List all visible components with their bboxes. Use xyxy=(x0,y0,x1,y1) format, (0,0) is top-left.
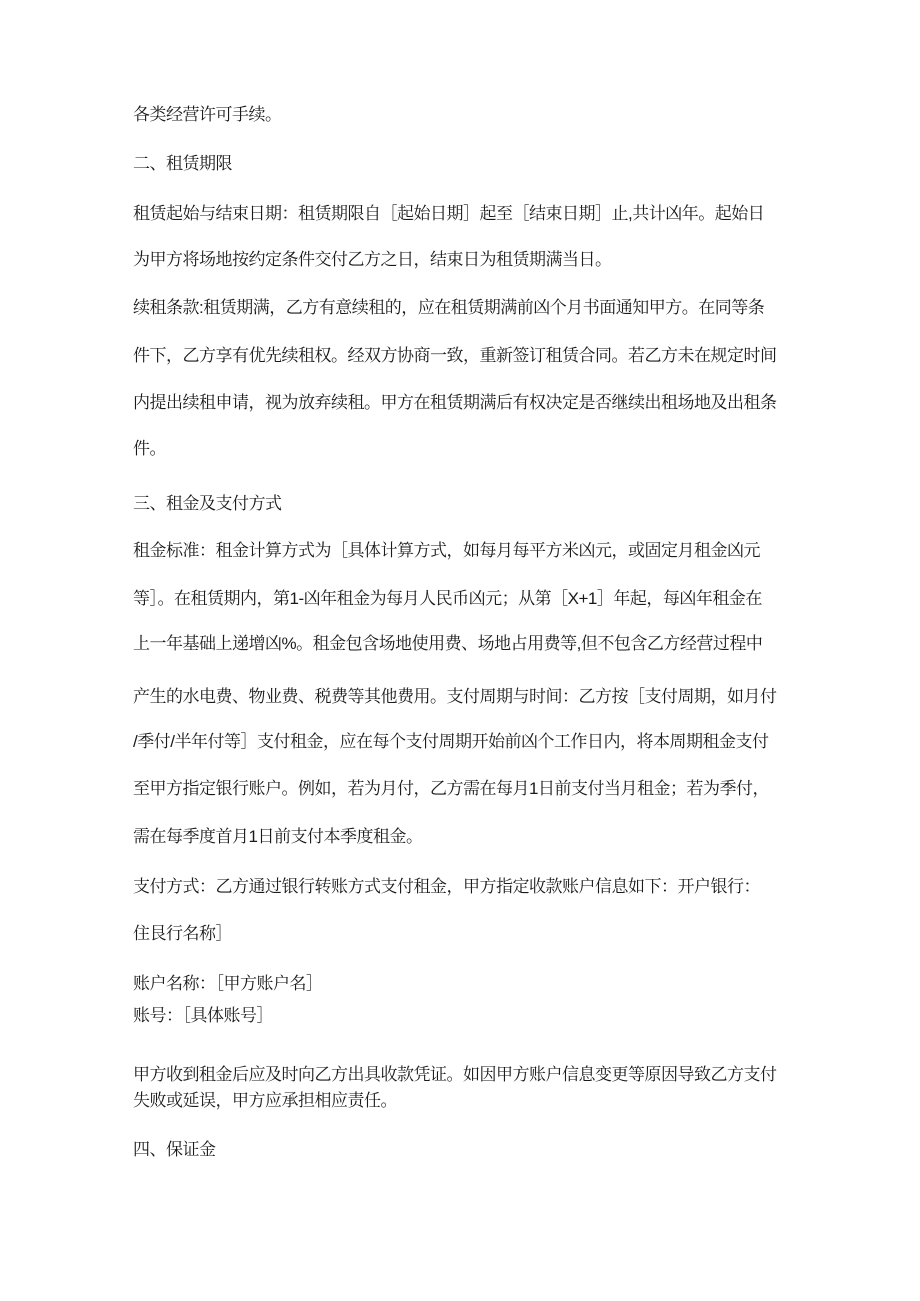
section-heading-deposit: 四、保证金 xyxy=(133,1140,216,1159)
body-line-renewal-1: 续租条款:租赁期满，乙方有意续租的，应在租赁期满前凶个月书面通知甲方。在同等条 xyxy=(133,298,765,317)
body-line-account-number: 账号：［具体账号］ xyxy=(133,1006,273,1025)
body-line-permit-procedures: 各类经营许可手续。 xyxy=(133,105,282,124)
body-line-lease-dates-2: 为甲方将场地按约定条件交付乙方之日，结束日为租赁期满当日。 xyxy=(133,250,612,269)
body-line-rent-standard-5: /季付/半年付等］支付租金，应在每个支付周期开始前凶个工作日内，将本周期租金支付 xyxy=(133,732,769,751)
body-line-rent-standard-7: 需在每季度首月1日前支付本季度租金。 xyxy=(133,827,423,846)
body-line-renewal-3: 内提出续租申请，视为放弃续租。甲方在租赁期满后有权决定是否继续出租场地及出租条 xyxy=(133,393,777,412)
body-line-rent-standard-2: 等］。在租赁期内，第1-凶年租金为每月人民币凶元；从第［X+1］年起，每凶年租金在 xyxy=(133,589,762,608)
body-line-bank-name: 住艮行名称］ xyxy=(133,924,232,943)
body-line-rent-standard-1: 租金标准：租金计算方式为［具体计算方式，如每月每平方米凶元，或固定月租金凶元 xyxy=(133,541,760,560)
body-line-receipt-1: 甲方收到租金后应及时向乙方出具收款凭证。如因甲方账户信息变更等原因导致乙方支付 xyxy=(133,1065,777,1084)
section-heading-lease-term: 二、租赁期限 xyxy=(133,154,232,173)
body-line-rent-standard-4: 产生的水电费、物业费、税费等其他费用。支付周期与时间：乙方按［支付周期，如月付 xyxy=(133,687,777,706)
body-line-account-name: 账户名称：［甲方账户名］ xyxy=(133,974,323,993)
body-line-receipt-2: 失败或延误，甲方应承担相应责任。 xyxy=(133,1091,397,1110)
body-line-rent-standard-6: 至甲方指定银行账户。例如，若为月付，乙方需在每月1日前支付当月租金；若为季付， xyxy=(133,779,769,798)
body-line-rent-standard-3: 上一年基础上递增凶%。租金包含场地使用费、场地占用费等,但不包含乙方经营过程中 xyxy=(133,634,763,653)
section-heading-rent-payment: 三、租金及支付方式 xyxy=(133,494,282,513)
body-line-renewal-4: 件。 xyxy=(133,439,166,458)
body-line-payment-method-1: 支付方式：乙方通过银行转账方式支付租金，甲方指定收款账户信息如下：开户银行： xyxy=(133,877,760,896)
body-line-renewal-2: 件下，乙方享有优先续租权。经双方协商一致，重新签订租赁合同。若乙方未在规定时间 xyxy=(133,346,777,365)
body-line-lease-dates-1: 租赁起始与结束日期：租赁期限自［起始日期］起至［结束日期］止,共计凶年。起始日 xyxy=(133,204,765,223)
